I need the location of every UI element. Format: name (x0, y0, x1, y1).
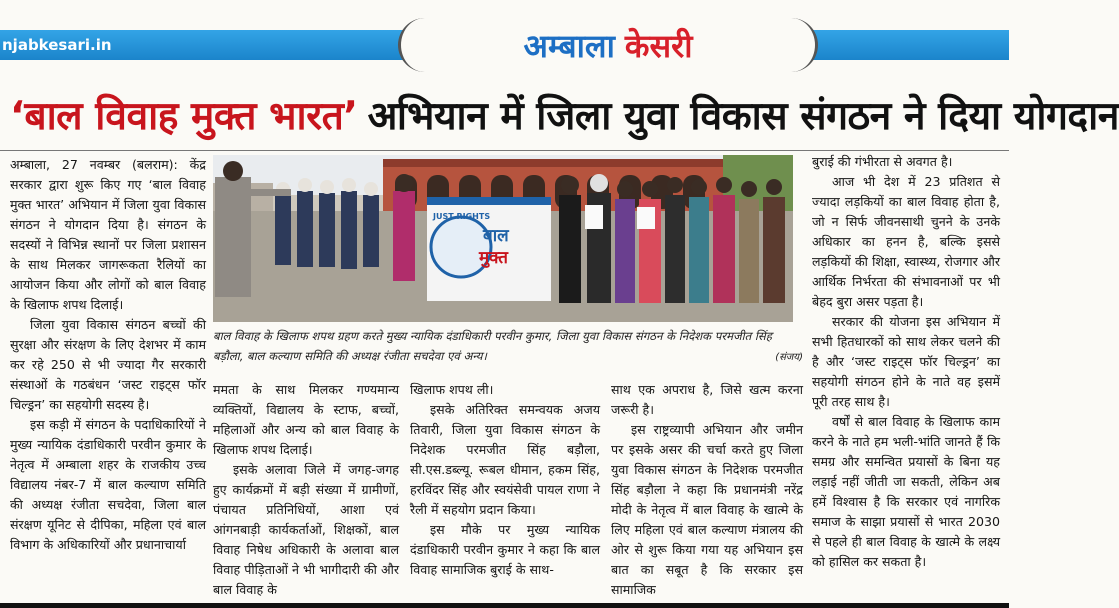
site-url[interactable]: njabkesari.in (2, 36, 112, 54)
photo-caption (213, 326, 803, 370)
photo-credit: (संजय) (775, 352, 803, 363)
headline-red-part: ‘बाल विवाह मुक्त भारत’ (10, 93, 358, 139)
next-article-edge (0, 603, 1009, 608)
paragraph: सरकार की योजना इस अभियान में सभी हितधारकों को साथ लेकर चलने की है और ‘जस्ट राइट्स फॉर चिल्ड्रन’ का सहयोगी संगठन होने के नाते वह इसमें पूरी तरह साथ है। (812, 314, 1000, 409)
paragraph: इस राष्ट्रव्यापी अभियान और जमीन पर इसके असर की चर्चा करते हुए जिला युवा विकास संगठन के निदेशक परमजीत सिंह बड़ौला ने कहा कि प्रधानमंत्री नरेंद्र मोदी के नेतृत्व में बाल विवाह के खात्मे के लिए महिला एवं बाल कल्याण मंत्रालय की ओर से शुरू किया गया यह अभियान इस बात का सबूत है कि सरकार इस सामाजिक (611, 422, 803, 597)
article-column-1 (10, 155, 206, 603)
paragraph: साथ एक अपराध है, जिसे खत्म करना जरूरी है। (611, 382, 803, 417)
banner-word-2: मुक्त (479, 248, 508, 268)
masthead-logo (398, 18, 818, 72)
masthead-brand-blue: अम्बाला (523, 26, 615, 65)
pledge-rally-photo (213, 155, 793, 322)
paragraph: खिलाफ शपथ ली। (410, 382, 494, 397)
article-column-4 (611, 380, 803, 602)
banner-word-1: बाल (483, 226, 509, 246)
paragraph: अम्बाला, 27 नवम्बर (बलराम): केंद्र सरकार द्वारा शुरू किए गए ‘बाल विवाह मुक्त भारत’ अभियान में जिला युवा विकास संगठन ने योगदान दिया है। संगठन के सदस्यों ने विभिन्न स्थानों पर जिला प्रशासन के साथ मिलकर जागरूकता रैलियों का आयोजन किया और लोगों को बाल विवाह के खिलाफ शपथ दिलाई। (10, 157, 206, 312)
caption-text: बाल विवाह के खिलाफ शपथ ग्रहण करते मुख्य न्यायिक दंडाधिकारी परवीन कुमार, जिला युवा विकास संगठन के निदेशक परमजीत सिंह बड़ौला, बाल कल्याण समिति की अध्यक्ष रंजीता सचदेवा एवं अन्य। (213, 329, 772, 363)
paragraph: इसके अतिरिक्त समन्वयक अजय तिवारी, जिला युवा विकास संगठन के निदेशक परमजीत सिंह बड़ौला, सी.एस.डब्ल्यू. रूबल धीमान, हकम सिंह, हरविंदर सिंह और स्वयंसेवी पायल राणा ने रैली में सहयोग प्रदान किया। (410, 402, 600, 517)
headline-black-part: अभियान में जिला युवा विकास संगठन ने दिया योगदान (367, 93, 1119, 139)
masthead-brand-red: केसरी (624, 26, 693, 65)
paragraph: इस मौके पर मुख्य न्यायिक दंडाधिकारी परवीन कुमार ने कहा कि बाल विवाह सामाजिक बुराई के साथ- (410, 522, 600, 577)
article-column-2 (213, 380, 399, 602)
headline-divider (0, 150, 1009, 151)
paragraph: वर्षों से बाल विवाह के खिलाफ काम करने के नाते हम भली-भांति जानते हैं कि समग्र और समन्वित प्रयासों के बिना यह लड़ाई नहीं जीती जा सकती, लेकिन अब हमें विश्वास है कि सरकार एवं नागरिक समाज के साझा प्रयासों से भारत 2030 से पहले ही बाल विवाह के खात्मे के लक्ष्य को हासिल कर सकता है। (812, 414, 1000, 569)
paragraph: ममता के साथ मिलकर गण्यमान्य व्यक्तियों, विद्यालय के स्टाफ, बच्चों, महिलाओं और अन्य को बाल विवाह के खिलाफ शपथ दिलाई। (213, 382, 399, 457)
banner-top-text: JUST RIGHTS (433, 212, 491, 221)
article-column-5 (812, 152, 1000, 600)
paragraph: आज भी देश में 23 प्रतिशत से ज्यादा लड़कियों का बाल विवाह होता है, जो न सिर्फ जीवनसाथी चुनने के उनके अधिकार का हनन है, बल्कि इससे लड़कियों की शिक्षा, स्वास्थ्य, रोजगार और आर्थिक निर्भरता की संभावनाओं पर भी बेहद बुरा असर पड़ता है। (812, 174, 1000, 309)
paragraph: इस कड़ी में संगठन के पदाधिकारियों ने मुख्य न्यायिक दंडाधिकारी परवीन कुमार के नेतृत्व में अम्बाला शहर के राजकीय उच्च विद्यालय नंबर-7 में बाल कल्याण समिति की अध्यक्ष रंजीता सचदेवा, जिला बाल संरक्षण यूनिट से दीपिका, महिला एवं बाल विभाग के अधिकारियों और प्रधानाचार्या (10, 417, 206, 552)
paragraph: जिला युवा विकास संगठन बच्चों की सुरक्षा और संरक्षण के लिए देशभर में काम कर रहे 250 से भी ज्यादा गैर सरकारी संस्थाओं के गठबंधन ‘जस्ट राइट्स फॉर चिल्ड्रन’ का सहयोगी सदस्य है। (10, 317, 206, 412)
paragraph: इसके अलावा जिले में जगह-जगह हुए कार्यक्रमों में बड़ी संख्या में ग्रामीणों, पंचायत प्रतिनिधियों, आशा एवं आंगनबाड़ी कार्यकर्ताओं, शिक्षकों, बाल विवाह निषेध अधिकारी के अलावा बाल विवाह पीड़िताओं ने भी भागीदारी की और बाल विवाह के (213, 462, 399, 597)
news-photo (213, 155, 793, 322)
article-headline (10, 82, 1119, 146)
article-column-3 (410, 380, 600, 602)
paragraph: बुराई की गंभीरता से अवगत है। (812, 154, 953, 169)
